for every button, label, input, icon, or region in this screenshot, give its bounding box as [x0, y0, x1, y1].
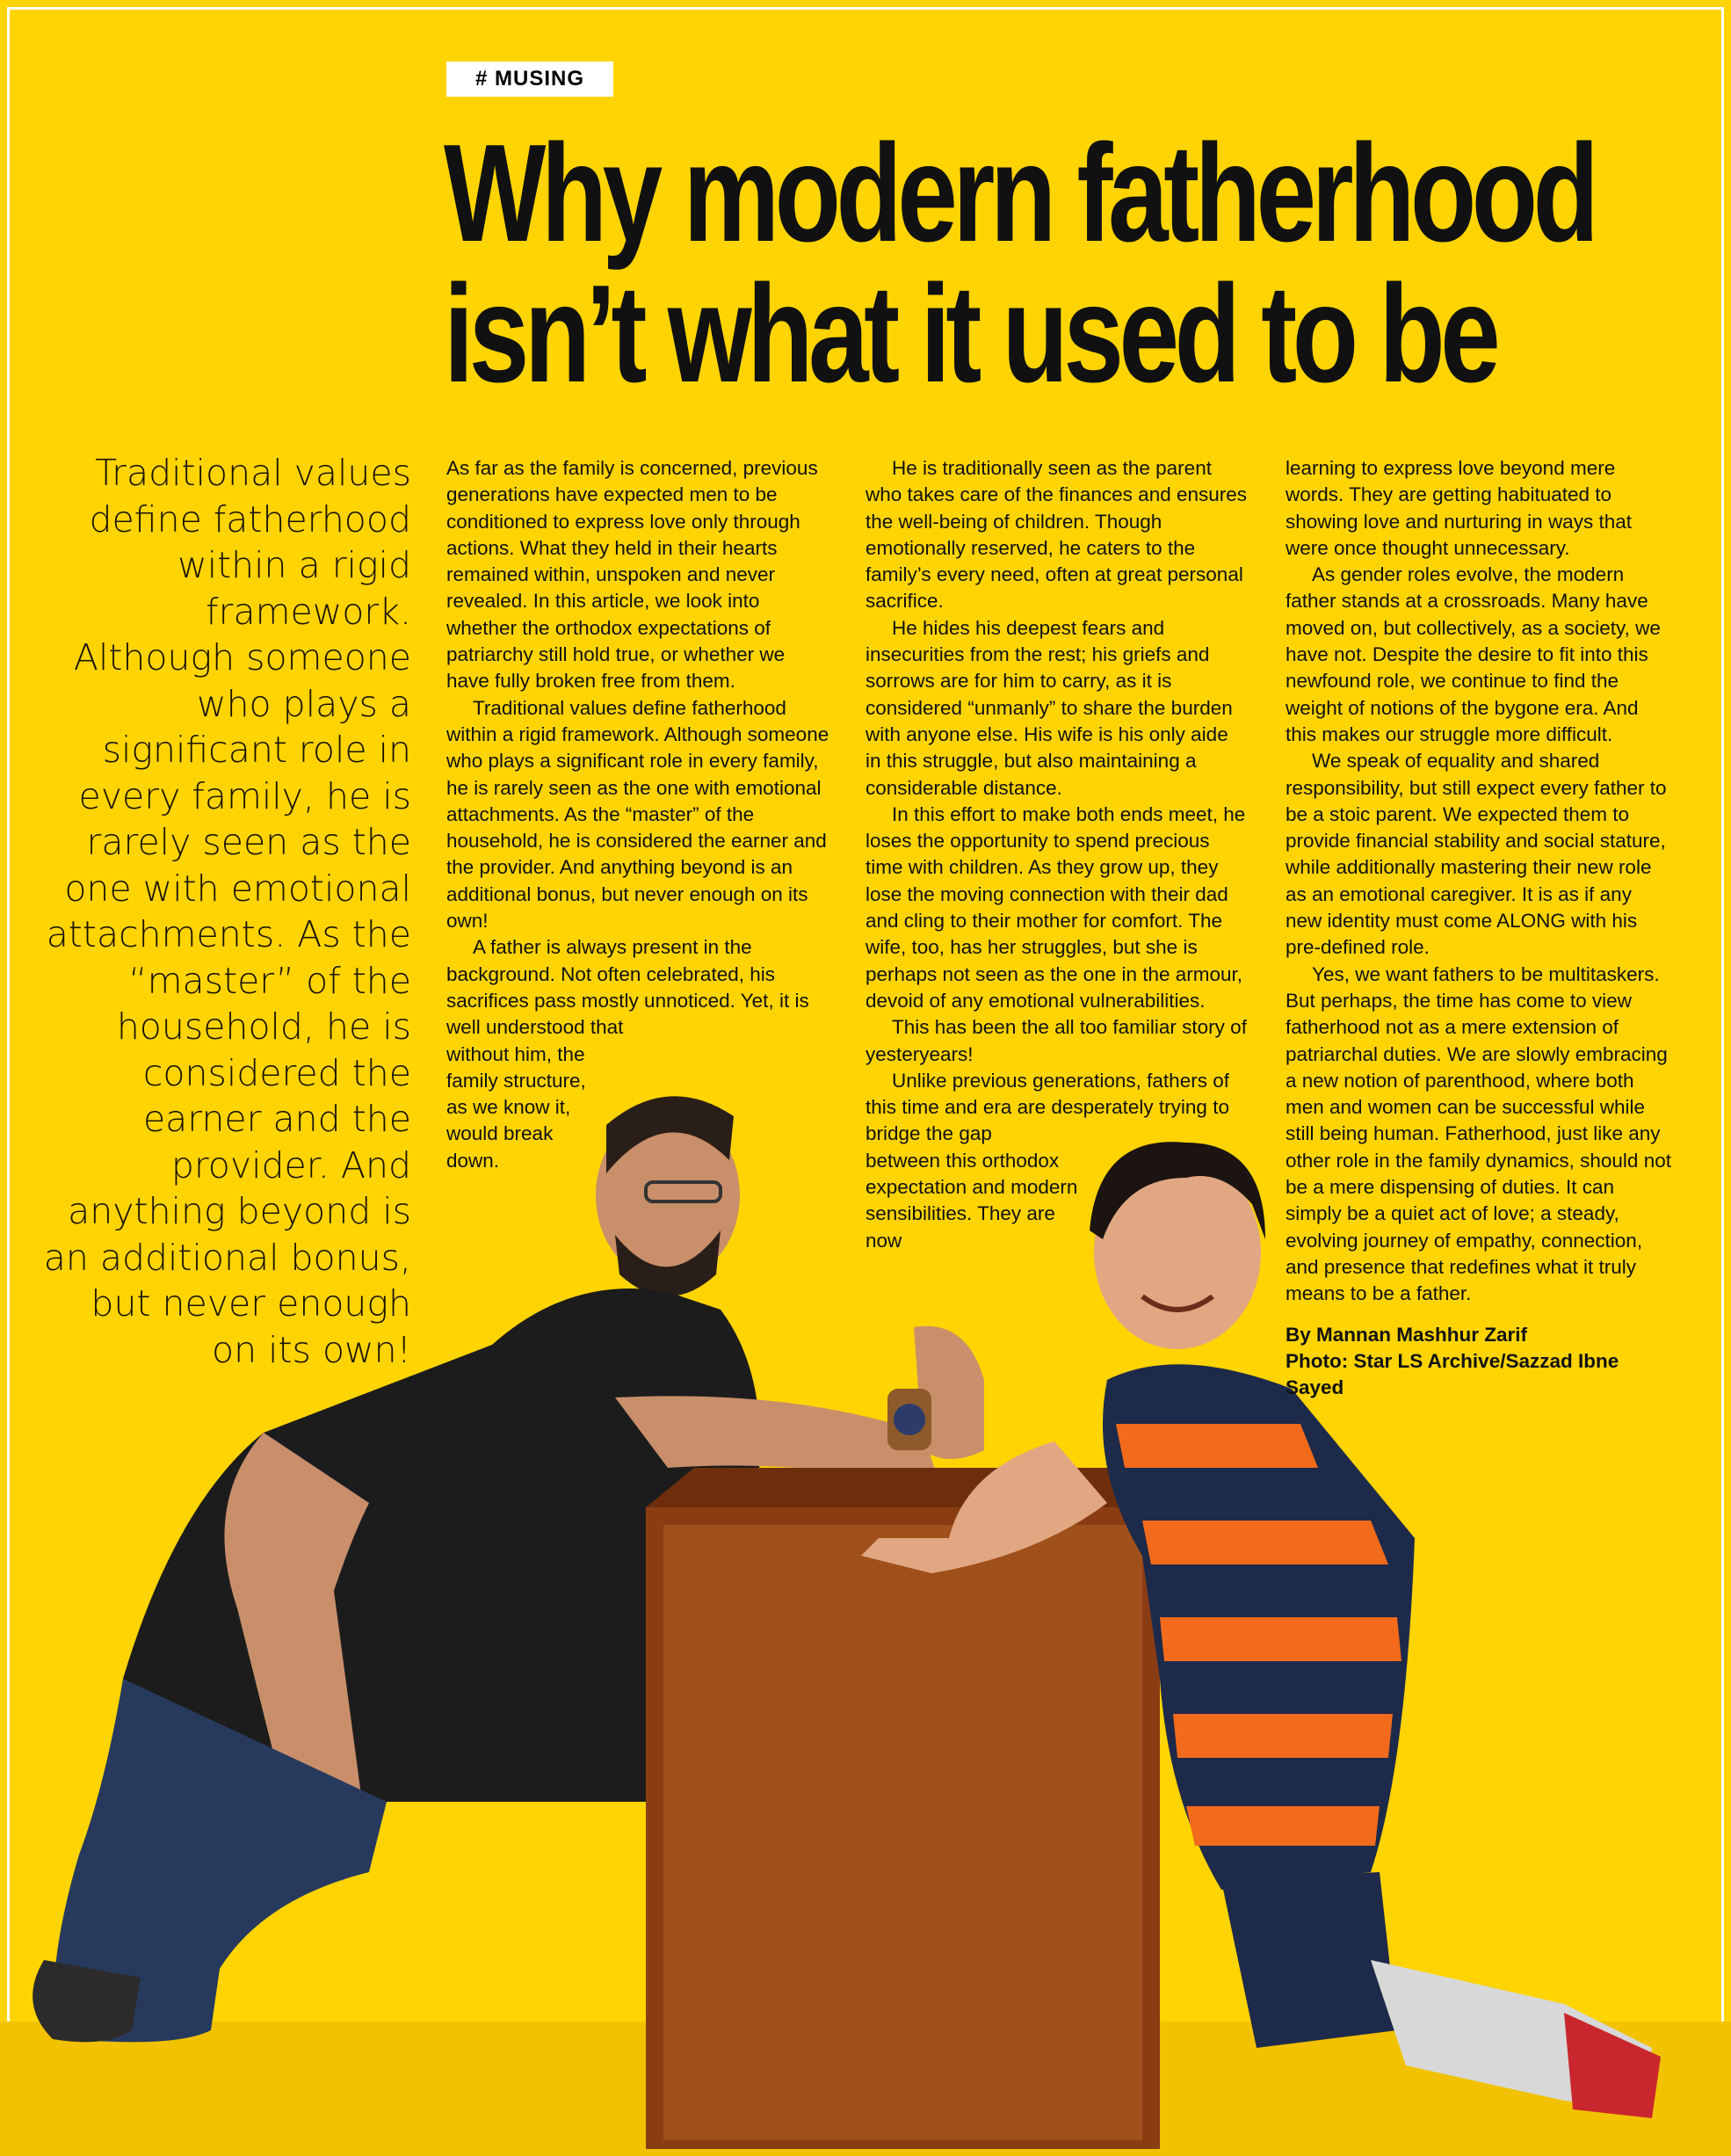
col1-paragraph-2: Traditional values define fatherhood within a rigid framework. Although someone who plays a significant role in every family, he is rarely seen as the one with emotional attachments. As the “master” of the household, he is considered the earner and the provider. And anything beyond is an additional bonus, but never enough on its own!	[446, 696, 829, 933]
col1-paragraph-1: As far as the family is concerned, previous generations have expected men to be conditioned to express love only through actions. What they held in their hearts remained within, unspoken and never revealed. In this article, we look into whether the orthodox expectations of patriarchy still hold true, or whether we have fully broken free from them.	[446, 457, 818, 693]
col1-paragraph-3: A father is always present in the background. Not often celebrated, his sacrifices pass mostly unnoticed. Yet, it is well understood that	[446, 936, 809, 1039]
col2-paragraph-5-continued: between this orthodox expectation and modern sensibilities. They are now	[866, 1149, 1078, 1252]
author-byline: By Mannan Mashhur Zarif	[1286, 1323, 1528, 1346]
col2-paragraph-1: He is traditionally seen as the parent who takes care of the finances and ensures the well-being of children. Though emotionally reserved, he caters to the family’s every need, often at great personal sacrifice.	[866, 457, 1248, 613]
col2-paragraph-4: This has been the all too familiar story of yesteryears!	[866, 1016, 1247, 1065]
col3-paragraph-4: Yes, we want fathers to be multitaskers. But perhaps, the time has come to view fatherhood not as a mere extension of patriarchal duties. We are slowly embracing a new notion of parenthood, where both men and women can be successful while still being human. Fatherhood, just like any other role in the family dynamics, should not be a mere dispensing of duties. It can simply be a quiet act of love; a steady, evolving journey of empathy, connection, and presence that redefines what it truly means to be a father.	[1286, 962, 1671, 1305]
photo-credit: Photo: Star LS Archive/Sazzad Ibne Sayed	[1286, 1349, 1619, 1399]
byline-block	[1286, 1322, 1672, 1402]
pullquote: Traditional values define fatherhood within a rigid framework. Although someone who plays a significant role in every family, he is rarely seen as the one with emotional attachments. As the “master” of the household, he is considered the earner and the provider. And anything beyond is an additional bonus, but never enough on its own!	[43, 452, 411, 1371]
headline	[444, 116, 1595, 411]
headline-line-1: Why modern fatherhood	[444, 116, 1595, 271]
col1-paragraph-3-continued: without him, the family structure, as we know it, would break down.	[446, 1042, 586, 1172]
col2-paragraph-5: Unlike previous generations, fathers of this time and era are desperately trying to bridge the gap	[866, 1069, 1229, 1145]
col3-paragraph-2: As gender roles evolve, the modern father stands at a crossroads. Many have moved on, but collectively, as a society, we have not. Despite the desire to fit into this newfound role, we continue to find the weight of notions of the bygone era. And this makes our struggle more difficult.	[1286, 563, 1661, 745]
article-column-3	[1286, 455, 1672, 1401]
headline-line-2: isn’t what it used to be	[444, 257, 1496, 411]
col3-paragraph-3: We speak of equality and shared responsibility, but still expect every father to be a stoic parent. We expected them to provide financial stability and social stature, while additionally mastering their new role as an emotional caregiver. It is as if any new identity must come ALONG with his pre-defined role.	[1286, 750, 1667, 959]
col2-paragraph-2: He hides his deepest fears and insecurities from the rest; his griefs and sorrows are for him to carry, as it is considered “unmanly” to share the burden with anyone else. His wife is his only aide in this struggle, but also maintaining a considerable distance.	[866, 616, 1233, 799]
wooden-box	[646, 1468, 1160, 2149]
section-tag: # MUSING	[446, 62, 613, 97]
col2-paragraph-3: In this effort to make both ends meet, he loses the opportunity to spend precious time with children. As they grow up, they lose the moving connection with their dad and cling to their mother for comfort. The wife, too, has her struggles, but she is perhaps not seen as the one in the armour, devoid of any emotional vulnerabilities.	[866, 802, 1246, 1012]
article-column-1	[446, 455, 833, 1174]
col3-paragraph-1: learning to express love beyond mere words. They are getting habituated to showing love and nurturing in ways that were once thought unnecessary.	[1286, 457, 1632, 559]
article-column-2	[866, 455, 1248, 1254]
